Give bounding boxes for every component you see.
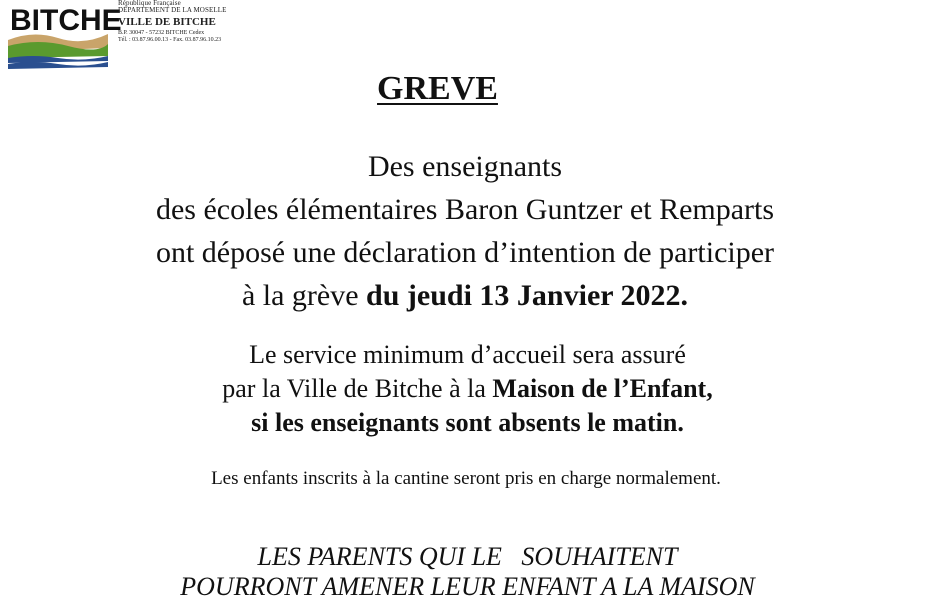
announcement-line-2: des écoles élémentaires Baron Guntzer et Remparts — [155, 193, 775, 226]
letterhead-address: B.P. 30047 - 57232 BITCHE Cedex — [118, 30, 205, 37]
letterhead-department: DÉPARTEMENT DE LA MOSELLE — [118, 6, 227, 15]
service-line-3: si les enseignants sont absents le matin. — [251, 408, 684, 437]
canteen-note: Les enfants inscrits à la cantine seront pris en charge normalement. — [211, 468, 721, 489]
announcement-line-4-text: à la grève — [241, 279, 367, 312]
service-line-2 — [0, 372, 935, 406]
letterhead — [118, 0, 226, 43]
service-line-2-text: par la Ville de Bitche à la — [222, 374, 493, 403]
letterhead-republic: République Française — [118, 0, 181, 7]
service-location: Maison de l’Enfant, — [492, 374, 713, 403]
announcement-line-4 — [0, 274, 930, 317]
bitche-logo-icon — [8, 0, 122, 72]
service-line-1: Le service minimum d’accueil sera assuré — [249, 340, 686, 369]
strike-announcement — [0, 145, 930, 317]
town-logo — [8, 0, 122, 72]
letterhead-phone: Tél. : 03.87.96.00.13 - Fax. 03.87.96.10.23 — [118, 36, 222, 43]
page-title: GREVE — [377, 70, 498, 107]
logo-lettering: BITCHE — [10, 4, 122, 37]
letterhead-town: VILLE DE BITCHE — [118, 15, 216, 28]
strike-date: du jeudi 13 Janvier 2022. — [366, 279, 689, 312]
announcement-line-1: Des enseignants — [367, 150, 563, 183]
announcement-line-3: ont déposé une déclaration d’intention de participer — [155, 236, 775, 269]
parents-line-1: LES PARENTS QUI LE SOUHAITENT — [257, 542, 678, 571]
minimum-service-notice — [0, 338, 935, 440]
parents-line-2: POURRONT AMENER LEUR ENFANT A LA MAISON — [180, 572, 755, 601]
